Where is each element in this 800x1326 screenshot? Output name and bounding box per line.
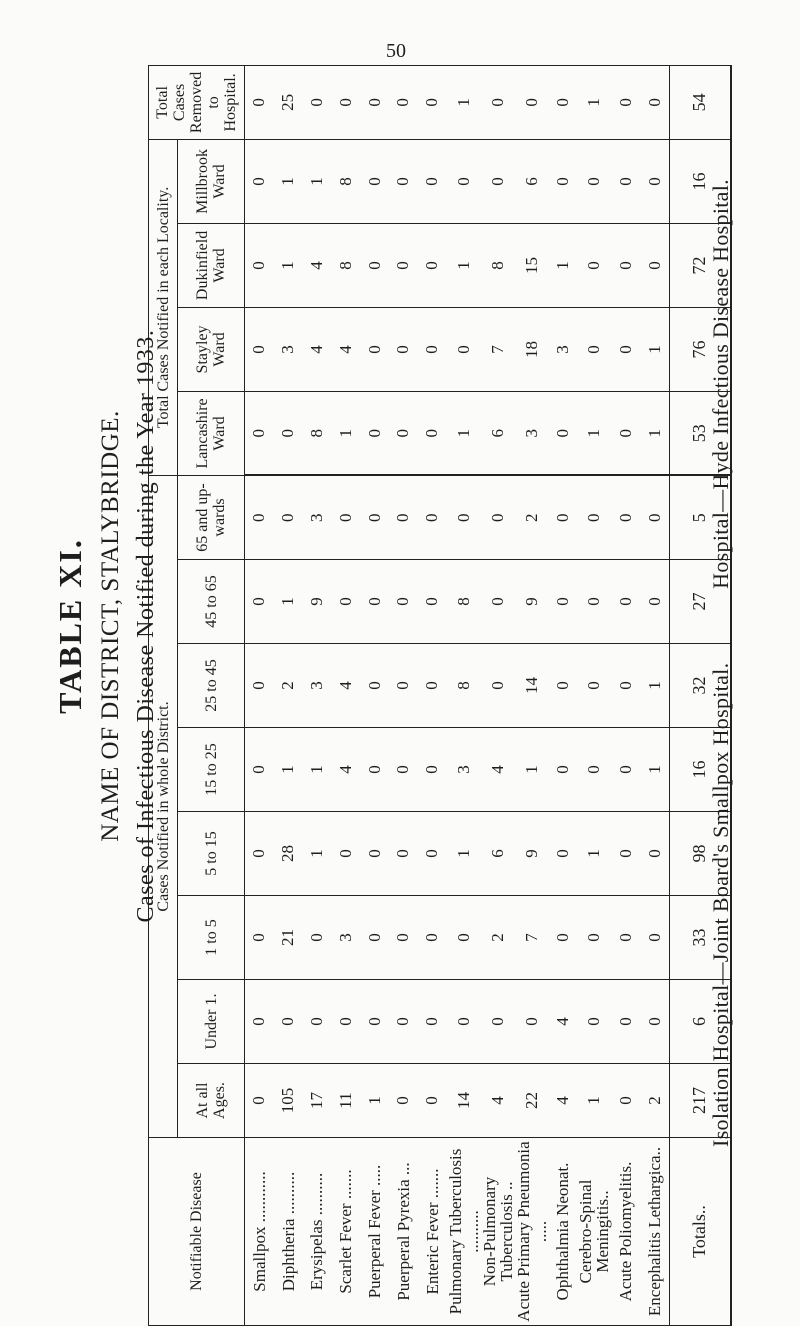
disease-name: Erysipelas ..........	[303, 1138, 332, 1326]
cell-value: 0	[360, 812, 389, 896]
cell-value: 1	[447, 65, 481, 139]
cell-value: 4	[481, 1064, 515, 1138]
cell-value: 0	[389, 644, 418, 728]
cell-value: 0	[549, 812, 578, 896]
table-row	[447, 65, 481, 1325]
cell-value: 0	[611, 896, 640, 980]
cell-value: 0	[549, 391, 578, 475]
cell-value: 0	[389, 139, 418, 223]
cell-value: 1	[303, 728, 332, 812]
cell-value: 72	[669, 223, 731, 307]
cell-value: 0	[245, 896, 274, 980]
cell-value: 0	[274, 475, 303, 559]
cell-value: 0	[481, 139, 515, 223]
cell-value: 0	[640, 139, 669, 223]
header-age-7: 65 and up-wards	[178, 475, 245, 559]
cell-value: 0	[418, 812, 447, 896]
cell-value: 0	[360, 560, 389, 644]
cell-value: 3	[274, 307, 303, 391]
cell-value: 3	[447, 728, 481, 812]
cell-value: 2	[274, 644, 303, 728]
cell-value: 0	[389, 223, 418, 307]
cell-value: 0	[389, 1064, 418, 1138]
cell-value: 2	[640, 1064, 669, 1138]
header-disease: Notifiable Disease	[149, 1138, 245, 1326]
cell-value: 3	[331, 896, 360, 980]
cell-value: 28	[274, 812, 303, 896]
cell-value: 0	[245, 644, 274, 728]
cell-value: 54	[669, 65, 731, 139]
cell-value: 0	[447, 980, 481, 1064]
column-header-row	[178, 65, 245, 1325]
cell-value: 0	[303, 980, 332, 1064]
cell-value: 0	[389, 896, 418, 980]
cell-value: 0	[515, 65, 549, 139]
cell-value: 0	[245, 391, 274, 475]
cell-value: 4	[549, 980, 578, 1064]
cell-value: 8	[303, 391, 332, 475]
cell-value: 0	[274, 391, 303, 475]
header-removed: Total Cases Removed to Hospital.	[149, 65, 245, 139]
header-age-6: 45 to 65	[178, 560, 245, 644]
cell-value: 0	[245, 65, 274, 139]
cell-value: 0	[360, 391, 389, 475]
cell-value: 0	[360, 139, 389, 223]
cell-value: 0	[360, 475, 389, 559]
cell-value: 6	[669, 980, 731, 1064]
footer-notes	[708, 0, 734, 1326]
cell-value: 0	[640, 812, 669, 896]
disease-name: Enteric Fever .......	[418, 1138, 447, 1326]
cell-value: 0	[360, 65, 389, 139]
cell-value: 0	[331, 980, 360, 1064]
cell-value: 0	[418, 391, 447, 475]
cell-value: 1	[640, 307, 669, 391]
cell-value: 0	[389, 560, 418, 644]
cell-value: 1	[577, 1064, 611, 1138]
cell-value: 9	[515, 812, 549, 896]
disease-name: Encephalitis Lethargica..	[640, 1138, 669, 1326]
cell-value: 1	[274, 560, 303, 644]
cell-value: 14	[447, 1064, 481, 1138]
cell-value: 53	[669, 391, 731, 475]
cell-value: 0	[577, 980, 611, 1064]
cell-value: 0	[418, 1064, 447, 1138]
cell-value: 4	[549, 1064, 578, 1138]
table-heading	[52, 76, 163, 1176]
cell-value: 0	[360, 980, 389, 1064]
hospital-note: Hospital—Hyde Infectious Disease Hospital.	[708, 179, 733, 589]
cell-value: 0	[303, 896, 332, 980]
cell-value: 0	[245, 560, 274, 644]
cell-value: 0	[577, 728, 611, 812]
cell-value: 1	[447, 812, 481, 896]
header-age-4: 15 to 25	[178, 728, 245, 812]
cell-value: 0	[549, 139, 578, 223]
cell-value: 0	[245, 475, 274, 559]
table-row	[303, 65, 332, 1325]
cell-value: 0	[640, 223, 669, 307]
cell-value: 0	[611, 812, 640, 896]
cell-value: 0	[331, 475, 360, 559]
cell-value: 1	[577, 391, 611, 475]
cell-value: 0	[549, 728, 578, 812]
cell-value: 0	[418, 728, 447, 812]
cell-value: 0	[481, 644, 515, 728]
cell-value: 0	[611, 644, 640, 728]
cell-value: 7	[515, 896, 549, 980]
cell-value: 0	[245, 139, 274, 223]
cell-value: 2	[481, 896, 515, 980]
cell-value: 0	[360, 728, 389, 812]
header-ward-2: Dukinfield Ward	[178, 223, 245, 307]
disease-name: Cerebro-Spinal Meningitis..	[577, 1138, 611, 1326]
cell-value: 0	[549, 65, 578, 139]
cell-value: 8	[447, 644, 481, 728]
cell-value: 1	[274, 728, 303, 812]
cell-value: 0	[245, 980, 274, 1064]
cell-value: 3	[303, 644, 332, 728]
cell-value: 1	[331, 391, 360, 475]
cell-value: 0	[360, 223, 389, 307]
cell-value: 0	[389, 812, 418, 896]
cell-value: 0	[549, 475, 578, 559]
disease-name: Diphtheria ..........	[274, 1138, 303, 1326]
cell-value: 0	[549, 644, 578, 728]
cell-value: 105	[274, 1064, 303, 1138]
cell-value: 98	[669, 812, 731, 896]
cell-value: 76	[669, 307, 731, 391]
cell-value: 0	[611, 728, 640, 812]
disease-name: Smallpox ............	[245, 1138, 274, 1326]
cell-value: 0	[447, 896, 481, 980]
cell-value: 0	[577, 475, 611, 559]
cell-value: 1	[274, 139, 303, 223]
cell-value: 0	[360, 644, 389, 728]
cell-value: 0	[389, 65, 418, 139]
table-row	[418, 65, 447, 1325]
cell-value: 4	[331, 644, 360, 728]
cell-value: 1	[515, 728, 549, 812]
isolation-hospital-note: Isolation Hospital—Joint Board's Smallpox Hospital.	[708, 662, 733, 1147]
cell-value: 18	[515, 307, 549, 391]
cell-value: 1	[577, 65, 611, 139]
table-caption: Cases of Infectious Disease Notified during the Year 1933.	[133, 329, 159, 923]
table-row	[640, 65, 669, 1325]
disease-name: Non-Pulmonary Tuberculosis ..	[481, 1138, 515, 1326]
cell-value: 4	[331, 728, 360, 812]
disease-name: Acute Poliomyelitis.	[611, 1138, 640, 1326]
cell-value: 0	[577, 896, 611, 980]
page-number: 50	[386, 40, 406, 62]
cell-value: 1	[274, 223, 303, 307]
cell-value: 0	[245, 728, 274, 812]
disease-name: Acute Primary Pneumonia .....	[515, 1138, 549, 1326]
table-row	[274, 65, 303, 1325]
cell-value: 0	[549, 560, 578, 644]
cell-value: 0	[418, 980, 447, 1064]
table-row	[481, 65, 515, 1325]
cell-value: 0	[640, 560, 669, 644]
disease-name: Puerperal Pyrexia ...	[389, 1138, 418, 1326]
cell-value: 5	[669, 475, 731, 559]
header-age-1: Under 1.	[178, 980, 245, 1064]
cell-value: 11	[331, 1064, 360, 1138]
cell-value: 0	[481, 475, 515, 559]
cell-value: 0	[447, 139, 481, 223]
cell-value: 0	[303, 65, 332, 139]
cell-value: 4	[303, 223, 332, 307]
cell-value: 21	[274, 896, 303, 980]
cell-value: 0	[389, 307, 418, 391]
cell-value: 32	[669, 644, 731, 728]
cell-value: 0	[481, 560, 515, 644]
cell-value: 0	[245, 812, 274, 896]
cell-value: 22	[515, 1064, 549, 1138]
cell-value: 0	[611, 65, 640, 139]
cell-value: 16	[669, 139, 731, 223]
cell-value: 0	[611, 1064, 640, 1138]
cell-value: 0	[577, 307, 611, 391]
cell-value: 217	[669, 1064, 731, 1138]
table-row	[331, 65, 360, 1325]
cell-value: 0	[515, 980, 549, 1064]
cell-value: 0	[447, 475, 481, 559]
cell-value: 33	[669, 896, 731, 980]
cell-value: 0	[245, 223, 274, 307]
cell-value: 1	[640, 644, 669, 728]
cell-value: 0	[640, 896, 669, 980]
cell-value: 0	[331, 560, 360, 644]
cell-value: 6	[515, 139, 549, 223]
cell-value: 0	[447, 307, 481, 391]
cell-value: 0	[418, 560, 447, 644]
table-row	[245, 65, 274, 1325]
table-title: TABLE XI.	[52, 538, 88, 714]
cell-value: 0	[577, 644, 611, 728]
cell-value: 9	[303, 560, 332, 644]
disease-name: Pulmonary Tuberculosis ..........	[447, 1138, 481, 1326]
cell-value: 0	[481, 980, 515, 1064]
cell-value: 7	[481, 307, 515, 391]
cell-value: 0	[245, 307, 274, 391]
cell-value: 17	[303, 1064, 332, 1138]
disease-name: Totals..	[669, 1138, 731, 1326]
cell-value: 4	[481, 728, 515, 812]
cell-value: 0	[418, 223, 447, 307]
cell-value: 0	[611, 980, 640, 1064]
disease-name: Puerperal Fever .....	[360, 1138, 389, 1326]
header-age-3: 5 to 15	[178, 812, 245, 896]
cell-value: 0	[360, 896, 389, 980]
cell-value: 0	[611, 560, 640, 644]
cell-value: 3	[549, 307, 578, 391]
header-age-2: 1 to 5	[178, 896, 245, 980]
cell-value: 6	[481, 391, 515, 475]
cell-value: 0	[640, 65, 669, 139]
cell-value: 1	[577, 812, 611, 896]
header-ward-0: Lancashire Ward	[178, 391, 245, 475]
cell-value: 8	[331, 223, 360, 307]
cell-value: 0	[418, 139, 447, 223]
cell-value: 0	[577, 223, 611, 307]
notifications-table	[148, 65, 732, 1326]
cell-value: 2	[515, 475, 549, 559]
cell-value: 1	[303, 139, 332, 223]
header-age-5: 25 to 45	[178, 644, 245, 728]
district-name: NAME OF DISTRICT, STALYBRIDGE.	[97, 410, 124, 842]
table-row	[389, 65, 418, 1325]
cell-value: 3	[303, 475, 332, 559]
cell-value: 16	[669, 728, 731, 812]
cell-value: 4	[303, 307, 332, 391]
cell-value: 0	[611, 139, 640, 223]
cell-value: 0	[611, 475, 640, 559]
cell-value: 0	[389, 475, 418, 559]
cell-value: 0	[577, 560, 611, 644]
cell-value: 0	[360, 307, 389, 391]
table-row	[360, 65, 389, 1325]
header-age-group: Cases Notified in whole District.	[149, 475, 178, 1137]
cell-value: 0	[389, 391, 418, 475]
cell-value: 27	[669, 560, 731, 644]
cell-value: 1	[640, 728, 669, 812]
cell-value: 1	[303, 812, 332, 896]
cell-value: 4	[331, 307, 360, 391]
table-row	[577, 65, 611, 1325]
cell-value: 0	[640, 475, 669, 559]
cell-value: 0	[389, 728, 418, 812]
header-age-0: At all Ages.	[178, 1064, 245, 1138]
cell-value: 8	[447, 560, 481, 644]
table-body	[245, 65, 731, 1325]
table-row	[515, 65, 549, 1325]
cell-value: 0	[611, 307, 640, 391]
cell-value: 0	[418, 65, 447, 139]
cell-value: 0	[418, 896, 447, 980]
disease-name: Ophthalmia Neonat.	[549, 1138, 578, 1326]
cell-value: 1	[549, 223, 578, 307]
cell-value: 0	[274, 980, 303, 1064]
cell-value: 0	[481, 65, 515, 139]
cell-value: 3	[515, 391, 549, 475]
cell-value: 0	[245, 1064, 274, 1138]
cell-value: 6	[481, 812, 515, 896]
header-locality-group: Total Cases Notified in each Locality.	[149, 139, 178, 475]
cell-value: 1	[447, 223, 481, 307]
cell-value: 0	[418, 307, 447, 391]
cell-value: 0	[611, 391, 640, 475]
cell-value: 8	[481, 223, 515, 307]
cell-value: 0	[577, 139, 611, 223]
cell-value: 0	[418, 475, 447, 559]
cell-value: 1	[447, 391, 481, 475]
disease-name: Scarlet Fever .......	[331, 1138, 360, 1326]
cell-value: 0	[331, 65, 360, 139]
cell-value: 0	[549, 896, 578, 980]
cell-value: 0	[418, 644, 447, 728]
cell-value: 14	[515, 644, 549, 728]
cell-value: 0	[640, 980, 669, 1064]
cell-value: 9	[515, 560, 549, 644]
cell-value: 0	[389, 980, 418, 1064]
header-ward-1: Stayley Ward	[178, 307, 245, 391]
cell-value: 0	[611, 223, 640, 307]
cell-value: 25	[274, 65, 303, 139]
table-row	[611, 65, 640, 1325]
cell-value: 8	[331, 139, 360, 223]
cell-value: 1	[640, 391, 669, 475]
table-row	[549, 65, 578, 1325]
header-ward-3: Millbrook Ward	[178, 139, 245, 223]
cell-value: 1	[360, 1064, 389, 1138]
cell-value: 15	[515, 223, 549, 307]
cell-value: 0	[331, 812, 360, 896]
